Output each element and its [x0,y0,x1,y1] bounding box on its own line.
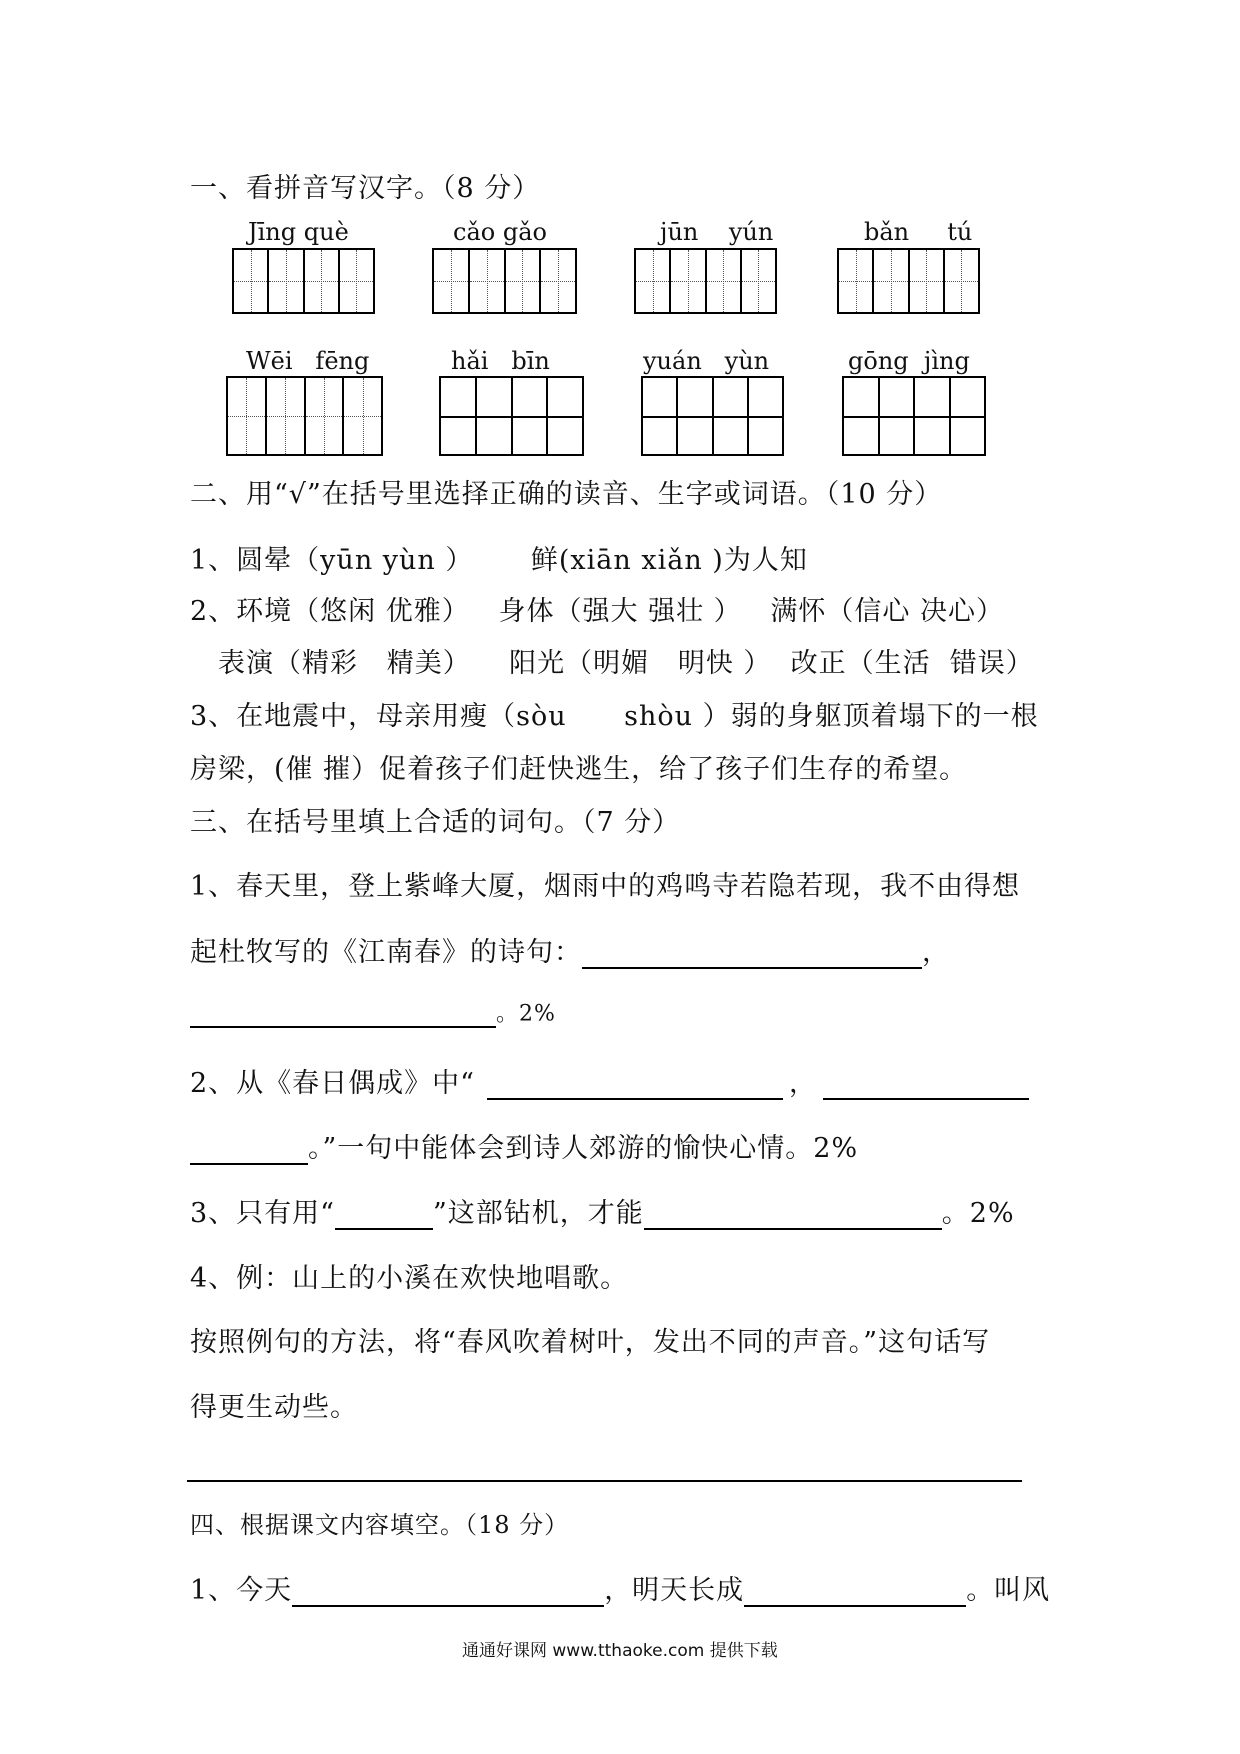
char-grid[interactable] [432,248,577,314]
answer-blank[interactable] [487,1068,783,1100]
s2-line-5: 房梁，(催 摧）促着孩子们赶快逃生，给了孩子们生存的希望。 [190,754,968,785]
char-grid[interactable] [439,376,584,456]
section-2-title: 二、用“√”在括号里选择正确的读音、生字或词语。（10 分） [190,479,943,510]
answer-line[interactable] [187,1480,1022,1482]
char-grid[interactable] [226,376,383,456]
s3-q4-instruction-cont: 得更生动些。 [190,1392,358,1423]
char-grid[interactable] [842,376,986,456]
section-1-title: 一、看拼音写汉字。（8 分） [190,173,541,204]
s3-q3-text-a: 3、只有用“ [190,1198,335,1229]
pinyin-7: yuán yùn [643,347,770,375]
s2-line-3: 表演（精彩 精美） 阳光（明媚 明快 ） 改正（生活 错误） [218,648,1034,679]
pinyin-1: Jīng què [248,218,349,246]
s2-line-4: 3、在地震中，母亲用瘦（sòu shòu ）弱的身躯顶着塌下的一根 [190,701,1039,732]
s3-q3-text-b: ”这部钻机，才能 [432,1198,644,1229]
pinyin-2: cǎo gǎo [453,218,547,246]
section-4-title: 四、根据课文内容填空。（18 分） [190,1511,570,1539]
s4-q1-text-a: 1、今天 [190,1575,293,1606]
s3-q1-line-1: 1、春天里，登上紫峰大厦，烟雨中的鸡鸣寺若隐若现，我不由得想 [190,871,1021,902]
char-grid[interactable] [232,248,375,314]
s2-line-1: 1、圆晕（yūn yùn ） 鲜(xiān xiǎn )为人知 [190,545,808,576]
pinyin-6: hǎi bīn [451,347,550,375]
pinyin-8: gōng jìng [848,347,970,375]
comma: ， [788,1068,817,1099]
char-grid[interactable] [641,376,784,456]
s3-q1-line-3 [190,996,556,1028]
answer-blank[interactable] [292,1575,604,1607]
answer-blank[interactable] [823,1068,1029,1100]
s3-q4-instruction: 按照例句的方法，将“春风吹着树叶，发出不同的声音。”这句话写 [190,1327,991,1358]
s3-q1-line-2 [190,930,950,969]
s3-q3-text-c: 。2% [941,1198,1015,1229]
pinyin-4: bǎn tú [864,218,973,246]
s3-q1-text: 起杜牧写的《江南春》的诗句： [190,937,582,968]
s3-q2-text: 2、从《春日偶成》中“ [190,1068,475,1099]
char-grid[interactable] [837,248,980,314]
pinyin-5: Wēi fēng [246,347,370,375]
answer-blank[interactable] [744,1575,966,1607]
score-note: 。2% [496,1001,556,1027]
s3-q3-line [190,1191,1015,1230]
section-3-title: 三、在括号里填上合适的词句。（7 分） [190,807,681,838]
s2-line-2: 2、环境（悠闲 优雅） 身体（强大 强壮 ） 满怀（信心 决心） [190,596,1005,627]
answer-blank[interactable] [335,1198,433,1230]
comma: ， [922,937,950,968]
answer-blank[interactable] [582,937,922,969]
s4-q1-text-c: 。叫风 [966,1575,1051,1606]
s3-q4-example: 4、例：山上的小溪在欢快地唱歌。 [190,1263,629,1294]
answer-blank[interactable] [644,1198,942,1230]
s3-q2-rest: 。”一句中能体会到诗人郊游的愉快心情。2% [308,1133,859,1164]
footer-text: 通通好课网 www.tthaoke.com 提供下载 [462,1641,778,1661]
answer-blank[interactable] [190,1133,308,1165]
answer-blank[interactable] [190,996,496,1028]
pinyin-3: jūn yún [660,218,774,246]
s3-q2-line-1 [190,1061,1029,1100]
s4-q1-line [190,1568,1050,1607]
s3-q2-line-2 [190,1126,858,1165]
s4-q1-text-b: ，明天长成 [604,1575,745,1606]
char-grid[interactable] [634,248,777,314]
